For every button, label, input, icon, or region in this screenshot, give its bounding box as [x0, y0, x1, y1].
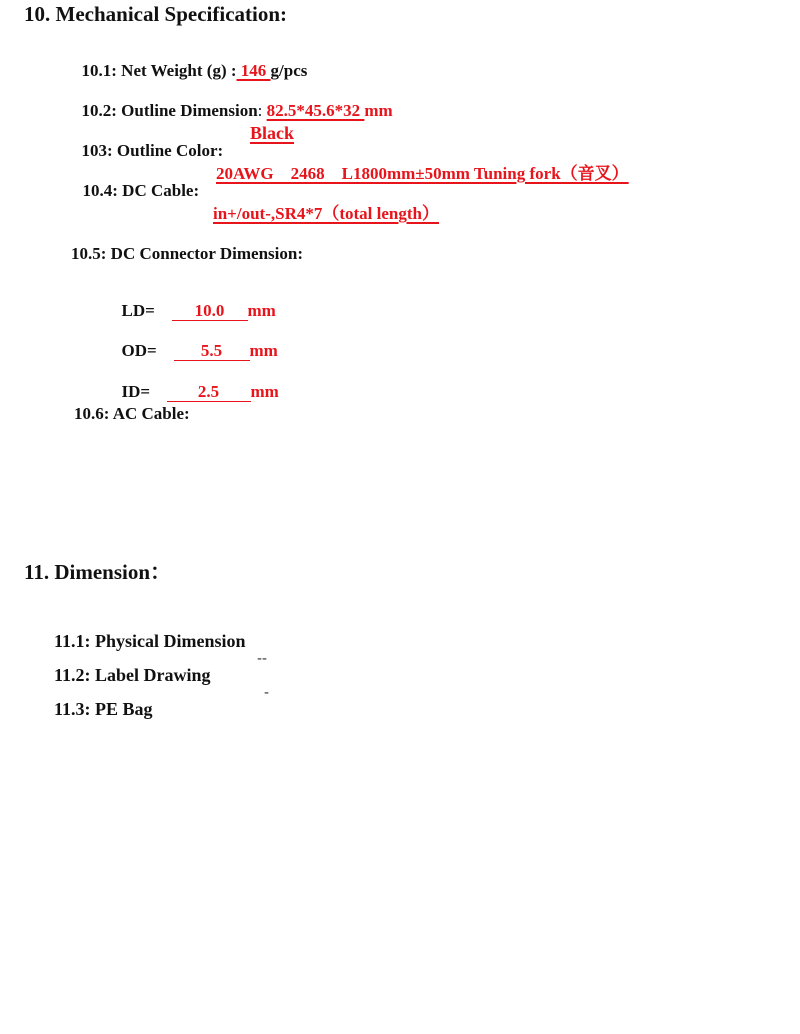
od-value-field: [174, 342, 250, 361]
dc-connector-row-od: [113, 325, 278, 361]
section-11-title: 11. Dimension：: [24, 560, 172, 584]
dimension-item-3: [45, 682, 153, 718]
outline-color-value: Black: [250, 123, 295, 143]
id-unit: mm: [250, 382, 279, 401]
ld-label: LD=: [121, 301, 155, 320]
pe-bag-label: 11.3: PE Bag: [54, 699, 153, 719]
id-value: 2.5: [197, 382, 220, 401]
outline-color-row: [73, 125, 223, 159]
od-value: 5.5: [200, 341, 223, 360]
section-10-title: 10. Mechanical Specification:: [24, 2, 288, 26]
id-value-field: [167, 383, 251, 402]
ld-unit: mm: [247, 301, 276, 320]
physical-dimension-label: 11.1: Physical Dimension: [54, 631, 246, 651]
ld-value-field: [172, 302, 248, 321]
dc-connector-row-id: [113, 366, 279, 402]
outline-dimension-label: 10.2: Outline Dimension: [81, 101, 258, 120]
od-label: OD=: [121, 341, 157, 360]
dimension-item-2: [45, 648, 211, 684]
outline-dimension-unit: mm: [364, 101, 393, 120]
ld-value: 10.0: [194, 301, 225, 320]
dc-cable-spec-line1: 20AWG 2468 L1800mm±50mm Tuning fork（音叉）: [216, 164, 629, 183]
dc-cable-label: 10.4: DC Cable:: [82, 181, 200, 200]
dc-cable-row: [74, 165, 199, 199]
od-unit: mm: [249, 341, 278, 360]
dc-connector-row-ld: [113, 285, 276, 321]
pe-bag-suffix: -: [264, 684, 269, 701]
id-label: ID=: [121, 382, 151, 401]
outline-dimension-colon: :: [257, 101, 263, 120]
outline-color-label: 103: Outline Color:: [81, 141, 224, 160]
net-weight-value: 146: [236, 61, 271, 80]
net-weight-unit: g/pcs: [270, 61, 308, 80]
ac-cable-label: 10.6: AC Cable:: [74, 404, 190, 423]
outline-dimension-row: [73, 85, 393, 119]
dc-connector-label: 10.5: DC Connector Dimension:: [71, 244, 304, 263]
dc-cable-spec-line2: in+/out-,SR4*7（total length）: [213, 204, 439, 223]
label-drawing-label: 11.2: Label Drawing: [54, 665, 211, 685]
net-weight-label: 10.1: Net Weight (g) :: [81, 61, 237, 80]
outline-dimension-value: 82.5*45.6*32: [266, 101, 365, 120]
label-drawing-suffix: --: [257, 650, 267, 667]
dimension-item-1: [45, 614, 246, 650]
net-weight-row: [73, 45, 307, 79]
